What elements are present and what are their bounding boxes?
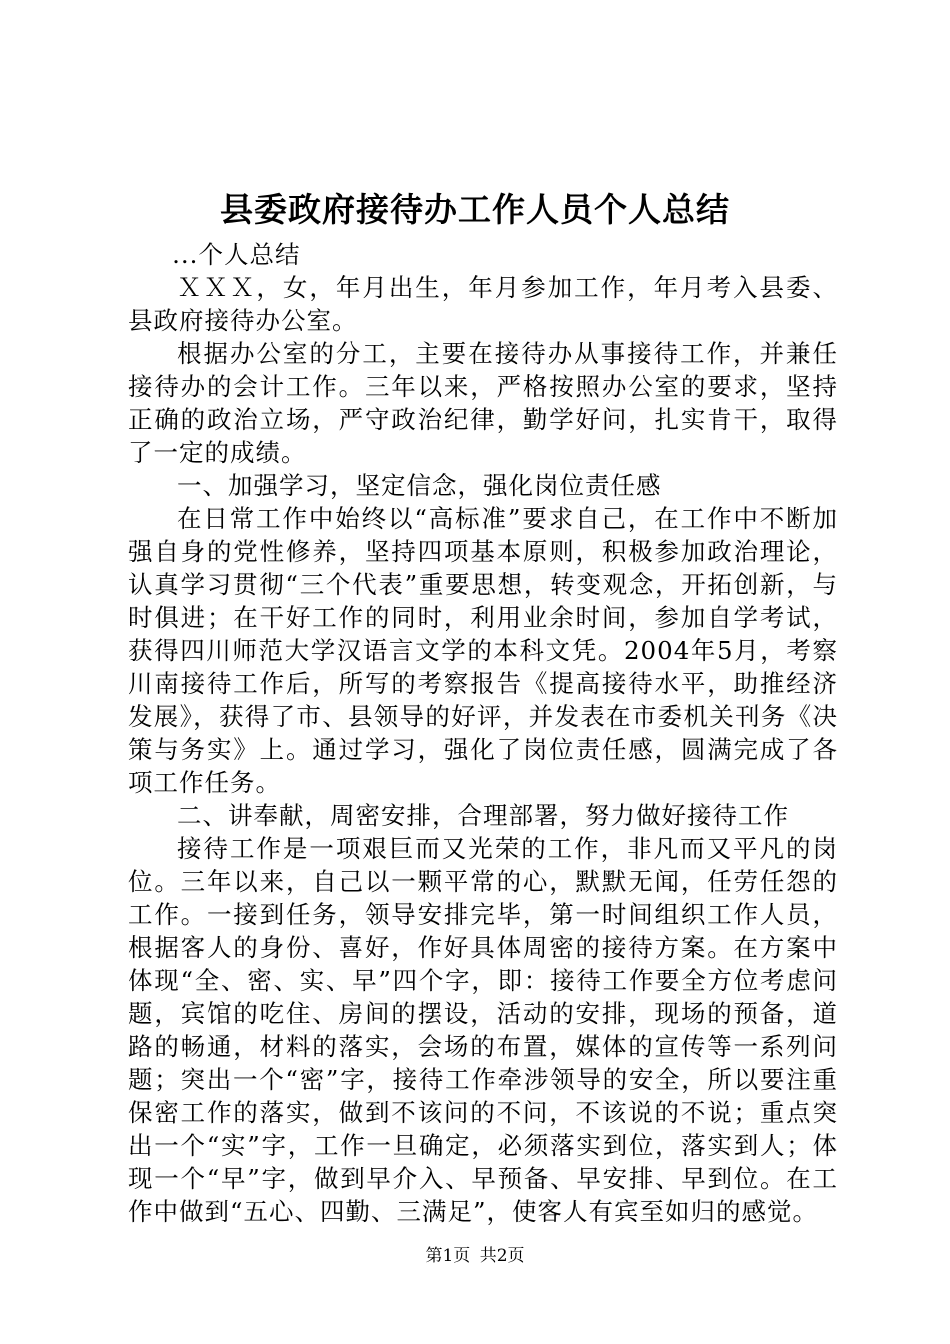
section-heading-1: 一、加强学习，坚定信念，强化岗位责任感 <box>177 471 662 500</box>
intro-line: ...个人总结 <box>172 240 301 269</box>
section-heading-2: 二、讲奉献，周密安排，合理部署，努力做好接待工作 <box>177 801 789 830</box>
paragraph-duties: 根据办公室的分工，主要在接待办从事接待工作，并兼任接待办的会计工作。三年以来，严格按照办公室的要求，坚持正确的政治立场，严守政治纪律，勤学好问，扎实肯干，取得了一定的成绩。 <box>128 339 838 467</box>
paragraph-study: 在日常工作中始终以“高标准”要求自己，在工作中不断加强自身的党性修养，坚持四项基本原则，积极参加政治理论，认真学习贯彻“三个代表”重要思想，转变观念，开拓创新，与时俱进；在干好工作的同时，利用业余时间，参加自学考试，获得四川师范大学汉语言文学的本科文凭。2004年5月，考察川南接待工作后，所写的考察报告《提高接待水平，助推经济发展》，获得了市、县领导的好评，并发表在市委机关刊务《决策与务实》上。通过学习，强化了岗位责任感，圆满完成了各项工作任务。 <box>128 504 838 797</box>
paragraph-personal-info: ＸＸＸ，女，年月出生，年月参加工作，年月考入县委、县政府接待办公室。 <box>128 273 838 335</box>
page-total: 共2页 <box>479 1246 525 1266</box>
page-number: 第1页 <box>425 1246 471 1266</box>
document-title: 县委政府接待办工作人员个人总结 <box>220 190 730 229</box>
page-footer <box>0 1244 950 1268</box>
paragraph-reception-work: 接待工作是一项艰巨而又光荣的工作，非凡而又平凡的岗位。三年以来，自己以一颗平常的心，默默无闻，任劳任怨的工作。一接到任务，领导安排完毕，第一时间组织工作人员，根据客人的身份、喜好，作好具体周密的接待方案。在方案中体现“全、密、实、早”四个字，即：接待工作要全方位考虑问题，宾馆的吃住、房间的摆设，活动的安排，现场的预备，道路的畅通，材料的落实，会场的布置，媒体的宣传等一系列问题；突出一个“密”字，接待工作牵涉领导的安全，所以要注重保密工作的落实，做到不该问的不问，不该说的不说；重点突出一个“实”字，工作一旦确定，必须落实到位，落实到人；体现一个“早”字，做到早介入、早预备、早安排、早到位。在工作中做到“五心、四勤、三满足”，使客人有宾至如归的感觉。 <box>128 834 838 1226</box>
document-body <box>128 238 838 1228</box>
